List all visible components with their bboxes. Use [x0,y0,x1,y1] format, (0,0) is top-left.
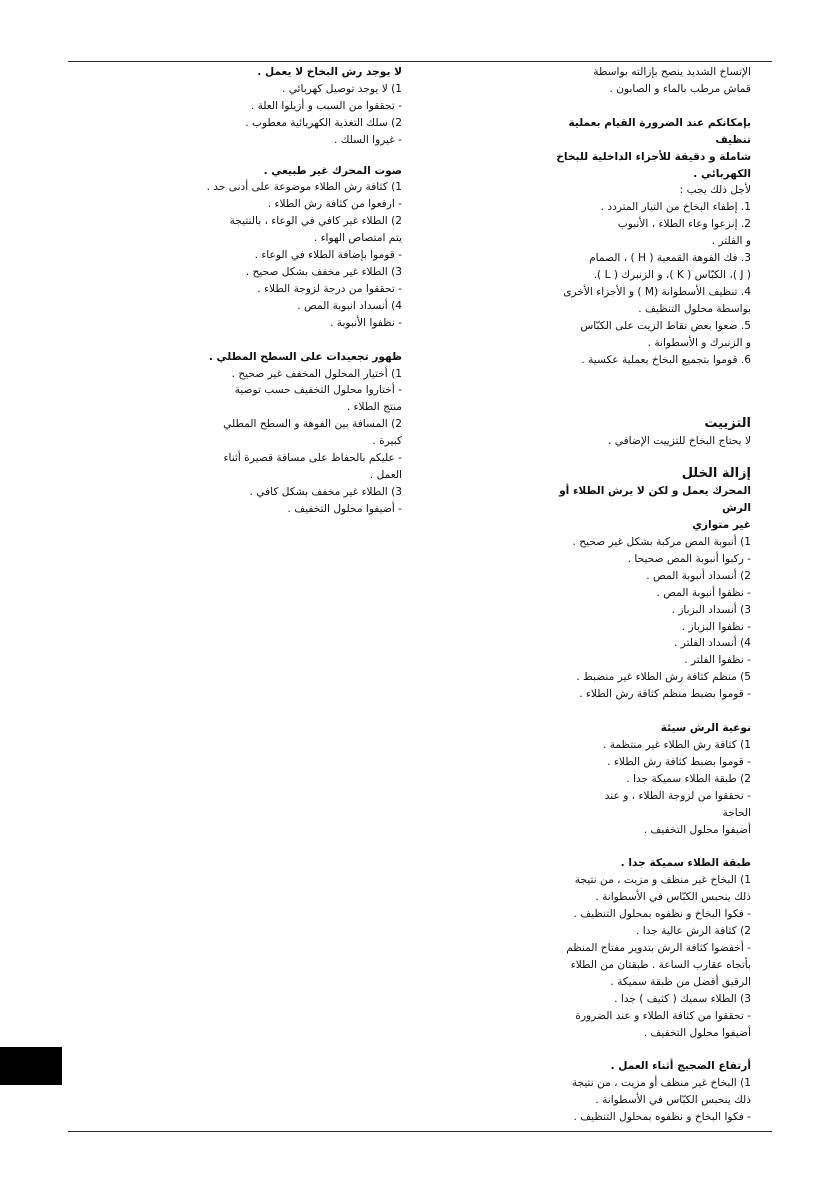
text-line: 3) الطلاء غير مخفف بشكل صحيح . [245,265,402,278]
section-heading: أرتفاع الضجيج أثناء العمل . [610,1060,751,1073]
text-line: الإتساخ الشديد ينصح بإزالته بواسطة [593,66,751,78]
section-heading: شاملة و دقيقة للأجزاء الداخلية للبخاخ [556,150,751,163]
text-line: 1) كثافة رش الطلاء موضوعة على أدنى حد . [206,181,402,194]
text-line: - نظفوا البزباز . [681,620,751,633]
text-line: - غيروا السلك . [334,133,402,146]
text-line: لا يحتاج البخاخ للتزييت الإضافي . [608,435,751,448]
text-line: الحاجة [722,806,751,819]
text-line: 1) البخاخ غير منظف و مزيت ، من نتيجة [574,874,751,887]
text-line: الرقيق أفضل من طبقة سميكة . [610,975,751,988]
text-line: - قوموا بضبط منظم كثافة رش الطلاء . [579,688,751,701]
text-line: - أختاروا محلول التخفيف حسب توصية [234,384,402,397]
spacer [539,703,751,720]
text-line: - أضيفوا محلول التخفيف . [287,502,402,515]
text-line: - نظفوا الأنبوبة . [330,316,402,329]
spacer [539,838,751,855]
text-line: 5) منظم كثافة رش الطلاء غير منضبط . [576,671,751,684]
spacer [539,450,751,464]
text-line: 3) الطلاء غير مخفف بشكل كافي . [249,485,402,498]
spacer [187,332,402,349]
text-line: - قوموا بضبط كثافة رش الطلاء . [607,755,751,768]
text-line: - فكوا البخاخ و نظفوه بمحلول التنظيف . [573,908,751,921]
text-line: 2) طبقة الطلاء سميكة جدا . [626,772,751,785]
text-line: - فكوا البخاخ و نظفوه بمحلول التنظيف . [573,1111,751,1124]
section-heading: بإمكانكم عند الضرورة القيام بعملية تنظيف [568,116,751,146]
text-line: 5. ضعوا بعض نقاط الزيت على الكبّاس [580,319,751,332]
text-line: ( J )، الكبّاس ( K )، و الزنبرك ( L ). [593,268,751,281]
left-column [187,64,402,518]
text-line: 2. إنزعوا وعاء الطلاء ، الأنبوب [617,218,751,231]
text-line: قماش مرطب بالماء و الصابون . [609,82,751,95]
text-line: العمل . [369,468,402,481]
text-line: - ركبوا أنبوبة المص صحيحا . [627,552,751,565]
text-line: 2) المسافة بين الفوهة و السطح المطلي [223,418,402,431]
text-line: 1) لا يوجد توصيل كهربائي . [281,82,402,95]
text-line: 1) أختيار المحلول المخفف غير صحيح . [231,367,402,380]
text-line: 4) أنسداد انبوبة المص . [297,299,402,312]
text-line: 1) أنبوبة المص مركبة بشكل غير صحيح . [572,536,751,549]
spacer [539,1041,751,1058]
section-heading: طبقة الطلاء سميكة جدا . [620,857,751,870]
text-line: 2) الطلاء غير كافي في الوعاء ، بالنتيجة [229,215,402,228]
bottom-rule [68,1131,772,1132]
text-line: ذلك ينحبس الكبّاس في الأسطوانة . [595,1094,751,1107]
text-line: 2) كثافة الرش عالية جدا . [636,925,751,938]
text-line: 2) سلك التغذية الكهربائية معطوب . [245,116,402,129]
text-line: و الفلتر . [711,235,751,248]
text-line: لأجل ذلك يجب : [679,184,751,197]
text-line: - نظفوا الفلتر . [684,654,751,667]
text-line: - قوموا بإضافة الطلاء في الوعاء . [254,249,402,262]
spacer [187,149,402,163]
text-line: يتم امتصاص الهواء . [313,232,402,245]
section-heading: غير متوازي [692,519,751,532]
section-heading: ظهور تجعيدات على السطح المطلي . [208,350,402,363]
text-line: ذلك ينحبس الكبّاس في الأسطوانة . [595,891,751,904]
text-line: - عليكم بالحفاظ على مسافة قصيرة أثناء [223,452,402,465]
text-line: بواسطة محلول التنظيف . [638,302,751,315]
text-line: منتج الطلاء . [346,401,402,414]
right-column [539,64,751,1126]
spacer [539,98,751,115]
text-line: 2) أنسداد أنبوبة المص . [646,569,751,582]
text-line: 3) أنسداد البزباز . [671,603,751,616]
text-line: 3. فك الفوهة القمعية ( H ) ، الصمام [589,252,751,265]
section-heading: المحرك يعمل و لكن لا يرش الطلاء أو الرش [559,485,751,515]
text-line: كبيرة . [372,435,402,448]
section-heading: نوعية الرش سيئة [660,722,751,735]
text-line: أضيفوا محلول التخفيف . [643,1026,751,1039]
text-line: - نظفوا أنبوبة المص . [656,586,751,599]
top-rule [68,61,772,62]
section-heading: إزالة الخلل [681,466,751,482]
text-line: 6. قوموا بتجميع البخاخ بعملية عكسية . [581,353,751,366]
text-line: - تحققوا من السبب و أزيلوا العلة . [250,99,402,112]
text-line: - تحققوا من لزوجة الطلاء ، و عند [604,789,751,802]
text-line: 1) البخاخ غير منظف أو مزيت ، من نتيجة [571,1077,751,1090]
section-heading: صوت المحرك غير طبيعي . [263,164,402,177]
section-heading: الكهربائي . [693,167,751,180]
section-heading: التزييت [704,416,751,432]
section-heading: لا يوجد رش البخاخ لا يعمل . [257,66,402,78]
text-line: 4) أنسداد الفلتر . [674,637,751,650]
text-line: 1) كثافة رش الطلاء غير منتظمة . [602,739,751,751]
text-line: أضيفوا محلول التخفيف . [643,823,751,836]
text-line: بأتجاه عقارب الساعة . طبقتان من الطلاء [570,958,751,971]
text-line: 1. إطفاء البخاخ من التيار المتردد . [600,201,751,214]
text-line: و الزنبرك و الأسطوانة . [647,336,751,349]
text-line: - ارفعوا من كثافة رش الطلاء . [267,198,402,211]
text-line: 4. تنظيف الأسطوانة (M ) و الأجزاء الأخرى [563,285,751,298]
spacer [539,368,751,414]
text-line: - أخفضوا كثافة الرش بتدوير مفتاح المنظم [566,941,751,954]
text-line: 3) الطلاء سميك ( كثيف ) جدا . [614,992,751,1005]
text-line: - تحققوا من درجة لزوجة الطلاء . [257,282,402,295]
text-line: - تحققوا من كثافة الطلاء و عند الضرورة [575,1009,751,1022]
page-tab-marker [0,1047,62,1085]
